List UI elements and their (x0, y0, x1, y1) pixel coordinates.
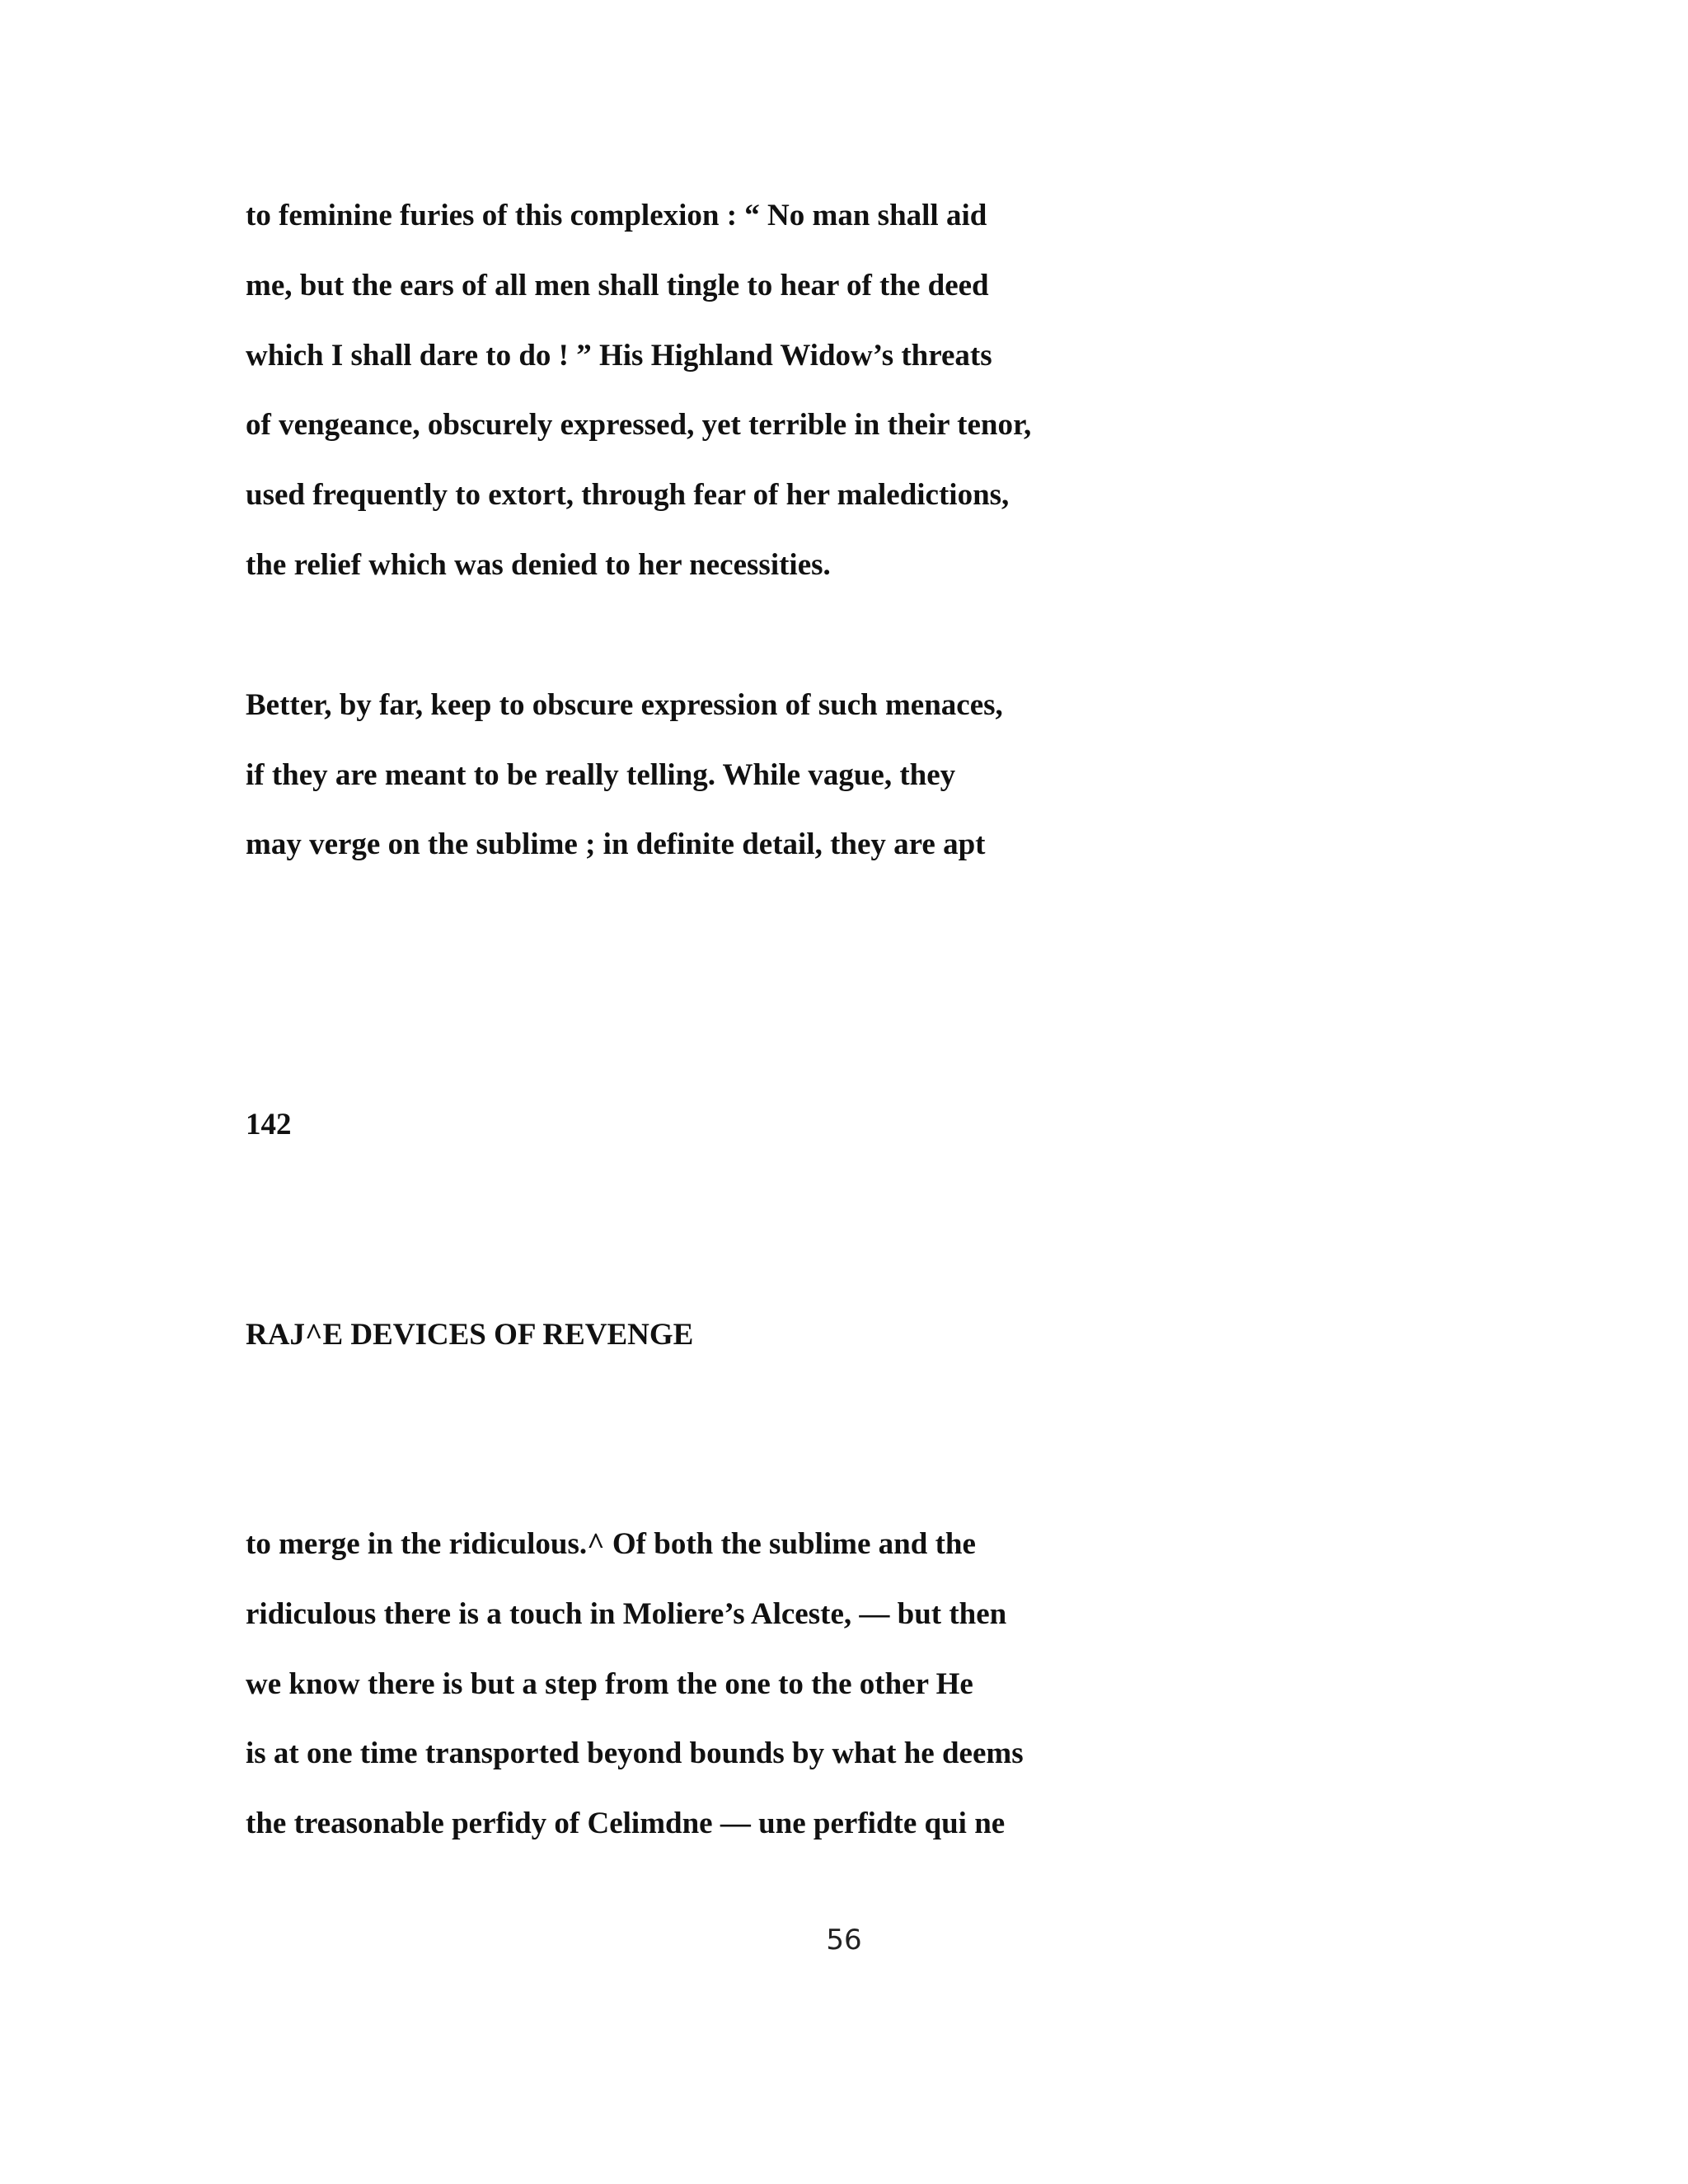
text-line: which I shall dare to do ! ” His Highland Widow’s threats (246, 339, 992, 373)
text-line: if they are meant to be really telling. While vague, they (246, 758, 956, 792)
text-line: may verge on the sublime ; in definite detail, they are apt (246, 827, 986, 861)
text-line: of vengeance, obscurely expressed, yet terrible in their tenor, (246, 408, 1032, 442)
text-line: the relief which was denied to her necessities. (246, 548, 831, 582)
text-line: Better, by far, keep to obscure expression of such menaces, (246, 688, 1003, 722)
text-line: the treasonable perfidy of Celimdne — une perfidte qui ne (246, 1807, 1006, 1840)
text-line: we know there is but a step from the one to the other He (246, 1667, 973, 1701)
original-page-number: 142 (246, 1108, 292, 1141)
text-line: ridiculous there is a touch in Moliere’s Alceste, — but then (246, 1597, 1007, 1631)
text-line: to merge in the ridiculous.^ Of both the sublime and the (246, 1527, 976, 1561)
running-header: RAJ^E DEVICES OF REVENGE (246, 1318, 694, 1352)
text-line: is at one time transported beyond bounds by what he deems (246, 1736, 1024, 1770)
text-line: to feminine furies of this complexion : “ No man shall aid (246, 199, 987, 232)
text-line: used frequently to extort, through fear of her maledictions, (246, 478, 1010, 512)
footer-page-number: 56 (826, 1924, 862, 1957)
text-line: me, but the ears of all men shall tingle to hear of the deed (246, 269, 989, 302)
